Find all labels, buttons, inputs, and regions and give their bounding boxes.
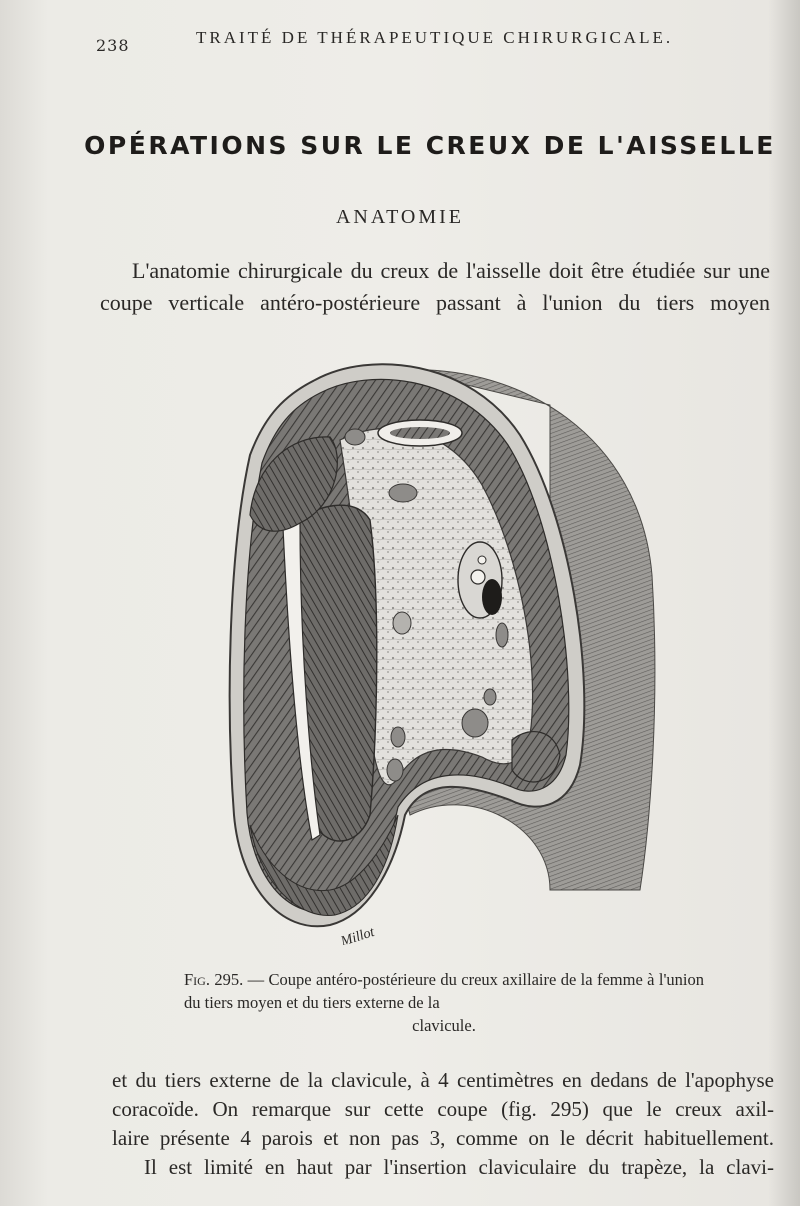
chapter-title: OPÉRATIONS SUR LE CREUX DE L'AISSELLE	[84, 131, 776, 160]
page-number: 238	[96, 36, 130, 55]
intro-paragraph-text: L'anatomie chirurgicale du creux de l'aisselle doit être étudiée sur une coupe verticale antéro-postérieure passant à l'union du tiers moyen	[100, 258, 770, 315]
clavicle-inner	[390, 427, 450, 439]
lymph-node	[387, 759, 403, 781]
lymph-node	[389, 484, 417, 502]
figure-signature: Millot	[339, 924, 377, 945]
anatomical-figure	[220, 345, 660, 945]
running-head	[0, 22, 800, 55]
neurovascular-bundle	[458, 542, 502, 618]
intro-paragraph	[100, 255, 770, 319]
figure-label: Fig. 295.	[184, 970, 244, 989]
running-title: TRAITÉ DE THÉRAPEUTIQUE CHIRURGICALE.	[196, 28, 674, 47]
figure-caption-text: — Coupe antéro-postérieure du creux axillaire de la femme à l'union du tiers moyen et du tiers externe de la	[184, 970, 705, 1012]
lymph-node	[391, 727, 405, 747]
axilla-section-illustration	[220, 345, 660, 945]
figure-caption-end: clavicule.	[412, 1016, 476, 1035]
body-line: laire présente 4 parois et non pas 3, comme on le décrit habituellement.	[112, 1126, 774, 1150]
next-paragraph: Il est limité en haut par l'insertion claviculaire du trapèze, la clavi-	[144, 1155, 774, 1179]
section-title: ANATOMIE	[335, 206, 465, 228]
lymph-node	[484, 689, 496, 705]
figure-caption	[184, 968, 704, 1037]
body-line: coracoïde. On remarque sur cette coupe (fig. 295) que le creux axil-	[112, 1097, 774, 1121]
body-text	[112, 1066, 774, 1182]
lymph-node	[462, 709, 488, 737]
lymph-node	[496, 623, 508, 647]
lymph-node	[345, 429, 365, 445]
lymph-node	[393, 612, 411, 634]
body-line: et du tiers externe de la clavicule, à 4 centimètres en dedans de l'apophyse	[112, 1068, 774, 1092]
